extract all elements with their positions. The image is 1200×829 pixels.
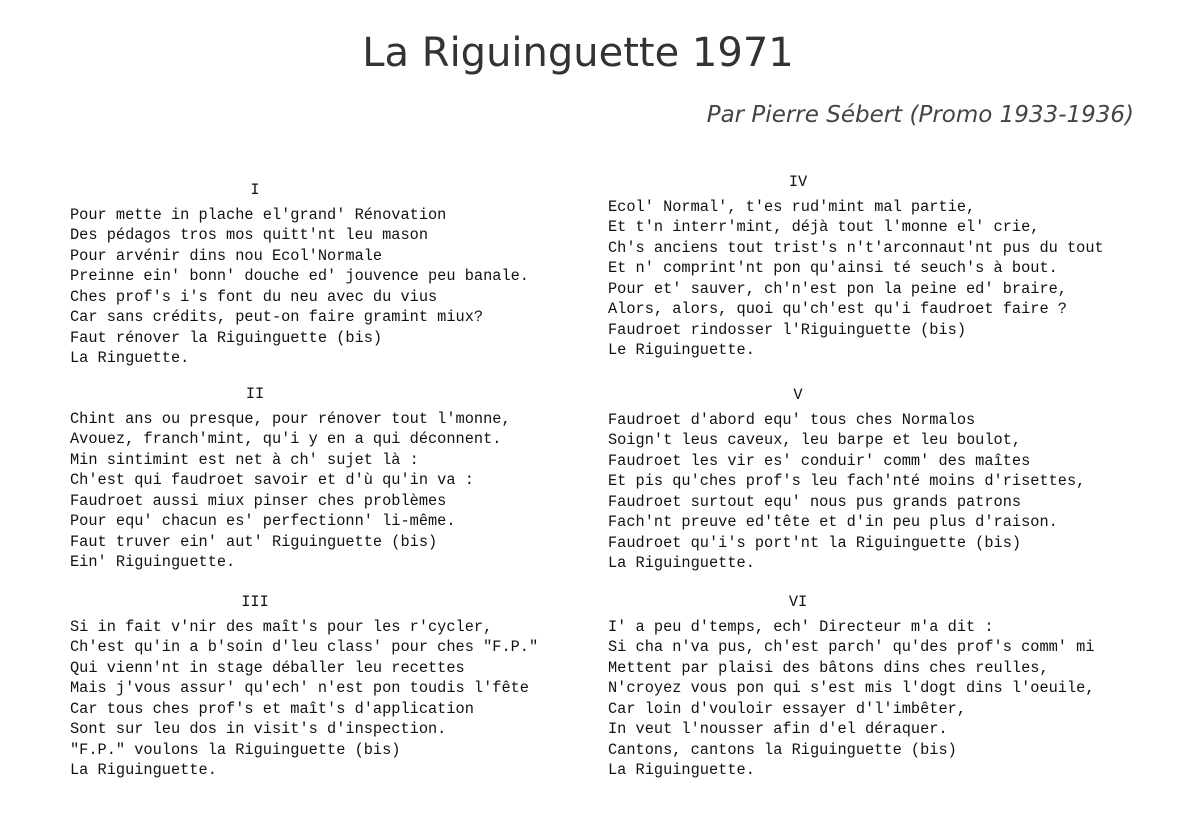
- stanza-numeral: III: [241, 593, 269, 611]
- verse-line: Faudroet rindosser l'Riguinguette (bis): [608, 320, 967, 339]
- verse-line: N'croyez vous pon qui s'est mis l'dogt dins l'oeuile,: [608, 679, 1095, 697]
- stanza-numeral: I: [250, 181, 260, 199]
- verse-line: Cantons, cantons la Riguinguette (bis): [608, 740, 957, 759]
- verse-line: Preinne ein' bonn' douche ed' jouvence peu banale.: [70, 267, 529, 285]
- verse-line: Faudroet les vir es' conduir' comm' des maîtes: [608, 451, 1031, 470]
- verse-line: La Riguinguette.: [608, 554, 755, 572]
- verse-line: Ches prof's i's font du neu avec du vius: [70, 287, 438, 306]
- stanza-numeral: VI: [788, 593, 808, 611]
- verse-line: Si in fait v'nir des maît's pour les r'cycler,: [70, 617, 493, 636]
- verse-line: La Ringuette.: [70, 349, 190, 367]
- verse-line: Ch'est qui faudroet savoir et d'ù qu'in va :: [70, 471, 474, 489]
- verse-line: Ecol' Normal', t'es rud'mint mal partie,: [608, 197, 976, 216]
- verse-line: Et pis qu'ches prof's leu fach'nté moins d'risettes,: [608, 472, 1086, 490]
- verse-line: Car sans crédits, peut-on faire gramint miux?: [70, 308, 484, 326]
- verse-line: Ein' Riguinguette.: [70, 553, 236, 571]
- stanza-numeral: II: [245, 385, 265, 403]
- stanza-numeral: V: [793, 386, 803, 404]
- verse-line: Faut truver ein' aut' Riguinguette (bis): [70, 532, 438, 551]
- verse-line: Et t'n interr'mint, déjà tout l'monne el' crie,: [608, 218, 1040, 236]
- verse-line: Ch'est qu'in a b'soin d'leu class' pour ches "F.P.": [70, 638, 539, 656]
- verse-line: Faudroet qu'i's port'nt la Riguinguette (bis): [608, 533, 1022, 552]
- verse-line: Mettent par plaisi des bâtons dins ches reulles,: [608, 658, 1049, 677]
- verse-line: Fach'nt preuve ed'tête et d'in peu plus d'raison.: [608, 513, 1058, 531]
- stanza-4: [608, 172, 1153, 361]
- verse-line: "F.P." voulons la Riguinguette (bis): [70, 740, 401, 759]
- verse-line: Pour mette in plache el'grand' Rénovation: [70, 205, 447, 224]
- verse-line: La Riguinguette.: [70, 761, 217, 779]
- verse-line: Pour arvénir dins nou Ecol'Normale: [70, 246, 383, 265]
- verse-line: Qui vienn'nt in stage déballer leu recettes: [70, 658, 465, 677]
- verse-line: Le Riguinguette.: [608, 341, 755, 359]
- stanza-numeral: IV: [788, 173, 808, 191]
- stanza-3: [70, 592, 580, 781]
- page-title: La Riguinguette 1971: [362, 30, 794, 76]
- verse-line: Chint ans ou presque, pour rénover tout l'monne,: [70, 409, 511, 428]
- verse-line: La Riguinguette.: [608, 761, 755, 779]
- verse-line: Faudroet d'abord equ' tous ches Normalos: [608, 410, 976, 429]
- stanza-1: [70, 180, 580, 369]
- stanza-5: [608, 385, 1153, 574]
- verse-line: Soign't leus caveux, leu barpe et leu boulot,: [608, 431, 1022, 449]
- verse-line: I' a peu d'temps, ech' Directeur m'a dit :: [608, 617, 994, 636]
- verse-line: In veut l'nousser afin d'el déraquer.: [608, 720, 948, 738]
- verse-line: Des pédagos tros mos quitt'nt leu mason: [70, 226, 429, 244]
- page-subtitle: Par Pierre Sébert (Promo 1933-1936): [706, 102, 1134, 128]
- verse-line: Pour equ' chacun es' perfectionn' li-même.: [70, 512, 456, 530]
- verse-line: Sont sur leu dos in visit's d'inspection.: [70, 720, 447, 738]
- verse-line: Si cha n'va pus, ch'est parch' qu'des prof's comm' mi: [608, 638, 1095, 656]
- verse-line: Alors, alors, quoi qu'ch'est qu'i faudroet faire ?: [608, 300, 1067, 318]
- verse-line: Car loin d'vouloir essayer d'l'imbêter,: [608, 699, 967, 718]
- verse-line: Ch's anciens tout trist's n't'arconnaut'nt pus du tout: [608, 238, 1104, 257]
- stanza-6: [608, 592, 1153, 781]
- verse-line: Car tous ches prof's et maît's d'application: [70, 699, 474, 718]
- verse-line: Faudroet aussi miux pinser ches problèmes: [70, 491, 447, 510]
- verse-line: Faudroet surtout equ' nous pus grands patrons: [608, 492, 1022, 511]
- stanza-2: [70, 384, 580, 573]
- verse-line: Faut rénover la Riguinguette (bis): [70, 328, 383, 347]
- verse-line: Min sintimint est net à ch' sujet là :: [70, 450, 419, 469]
- verse-line: Pour et' sauver, ch'n'est pon la peine ed' braire,: [608, 279, 1067, 298]
- verse-line: Mais j'vous assur' qu'ech' n'est pon toudis l'fête: [70, 679, 529, 697]
- verse-line: Avouez, franch'mint, qu'i y en a qui déconnent.: [70, 430, 502, 448]
- verse-line: Et n' comprint'nt pon qu'ainsi té seuch's à bout.: [608, 259, 1058, 277]
